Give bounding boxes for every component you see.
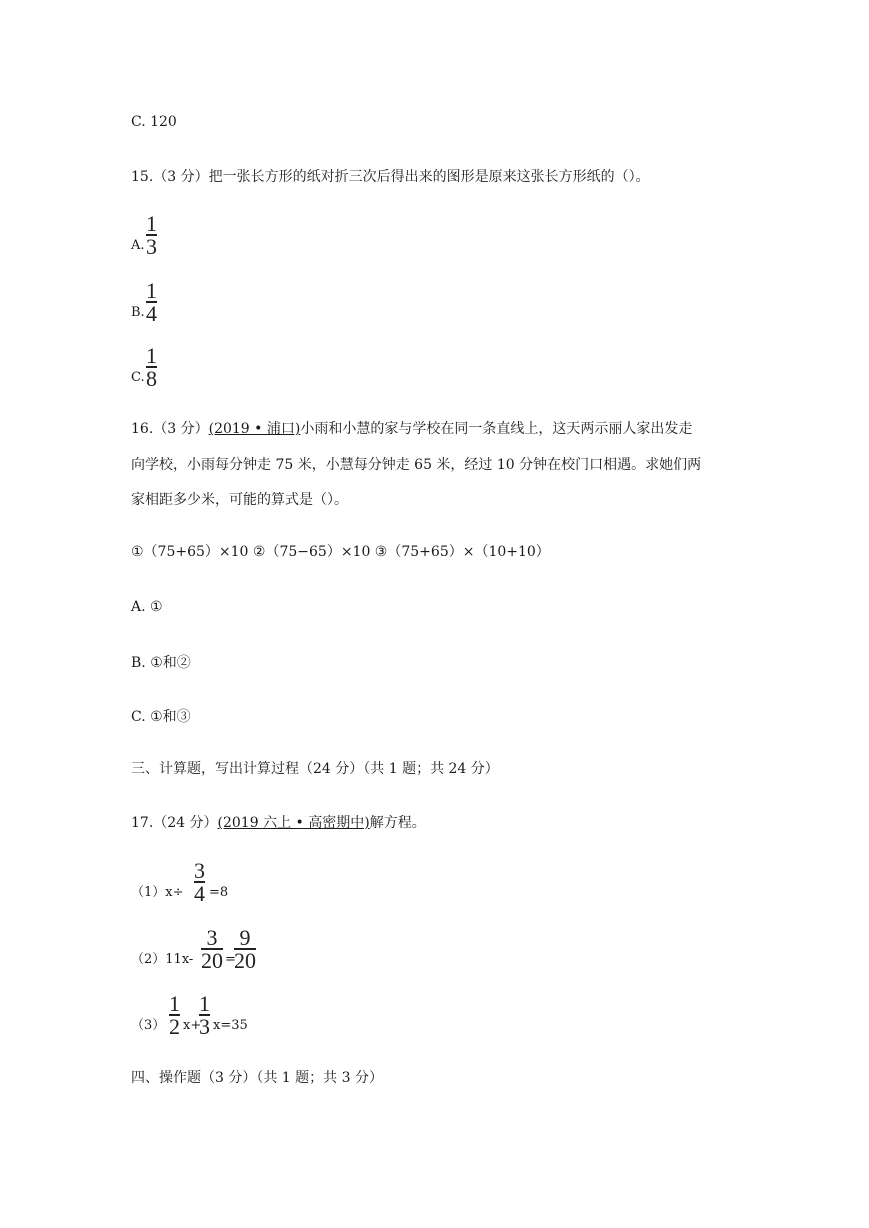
q17-stem	[131, 813, 426, 833]
q15-option-c-fraction	[146, 343, 157, 391]
eq1-fraction	[194, 858, 205, 906]
eq2-fraction-1	[201, 925, 223, 973]
fraction-numerator: 1	[199, 991, 210, 1016]
fraction-numerator: 1	[146, 343, 157, 368]
fraction-denominator: 3	[199, 1014, 210, 1039]
q16-stem-line3: 家相距多少米，可能的算式是（）。	[131, 492, 348, 508]
fraction-denominator: 2	[169, 1014, 180, 1039]
section-3-title: 三、计算题，写出计算过程（24 分）（共 1 题；共 24 分）	[131, 761, 499, 777]
fraction-denominator: 20	[234, 948, 256, 973]
q15-option-b-label: B.	[131, 305, 145, 320]
fraction-denominator: 8	[146, 366, 157, 391]
eq1-tail: =8	[209, 885, 229, 900]
eq2-fraction-2	[234, 925, 256, 973]
fraction-numerator: 3	[194, 858, 205, 883]
q15-option-c-label: C.	[131, 370, 145, 385]
eq2-label: （2）11x-	[131, 952, 194, 967]
q16-source-link[interactable]: (2019 • 浦口)	[208, 421, 301, 437]
q16-option-c: C. ①和③	[131, 709, 191, 725]
fraction-numerator: 1	[146, 278, 157, 303]
eq3-tail: x=35	[213, 1018, 248, 1033]
q17-source-link[interactable]: (2019 六上 • 高密期中)	[217, 815, 370, 831]
q14-option-c: C. 120	[131, 114, 177, 130]
q16-option-a: A. ①	[131, 599, 163, 615]
q15-stem: 15.（3 分）把一张长方形的纸对折三次后得出来的图形是原来这张长方形纸的（）。	[131, 169, 650, 185]
fraction-numerator: 1	[146, 211, 157, 236]
fraction-denominator: 3	[146, 234, 157, 259]
q17-stem-text: 解方程。	[369, 815, 426, 831]
q15-option-b-fraction	[146, 278, 157, 326]
fraction-numerator: 1	[169, 991, 180, 1016]
eq3-fraction-1	[169, 991, 180, 1039]
q16-option-b: B. ①和②	[131, 655, 191, 671]
q15-option-a-fraction	[146, 211, 157, 259]
fraction-denominator: 4	[146, 301, 157, 326]
q16-stem-text: 小雨和小慧的家与学校在同一条直线上，这天两示丽人家出发走	[300, 421, 693, 437]
eq3-mid: x+	[183, 1018, 202, 1033]
fraction-denominator: 4	[194, 881, 205, 906]
q16-stem-line2: 向学校，小雨每分钟走 75 米，小慧每分钟走 65 米，经过 10 分钟在校门口相遇。求她们两	[131, 457, 702, 473]
fraction-numerator: 9	[239, 925, 251, 950]
q17-prefix: 17.（24 分）	[131, 815, 218, 831]
eq3-label: （3）	[131, 1018, 166, 1033]
q16-prefix: 16.（3 分）	[131, 421, 209, 437]
fraction-denominator: 20	[201, 948, 223, 973]
section-4-title: 四、操作题（3 分）（共 1 题；共 3 分）	[131, 1070, 383, 1086]
fraction-numerator: 3	[206, 925, 218, 950]
eq3-fraction-2	[199, 991, 210, 1039]
eq2-equals: =	[225, 952, 236, 967]
q16-stem-line1	[131, 419, 692, 439]
eq1-label: （1）x÷	[131, 885, 184, 900]
q15-option-a-label: A.	[131, 238, 145, 253]
q16-formulas: ①（75+65）×10 ②（75−65）×10 ③（75+65）×（10+10）	[131, 544, 550, 560]
